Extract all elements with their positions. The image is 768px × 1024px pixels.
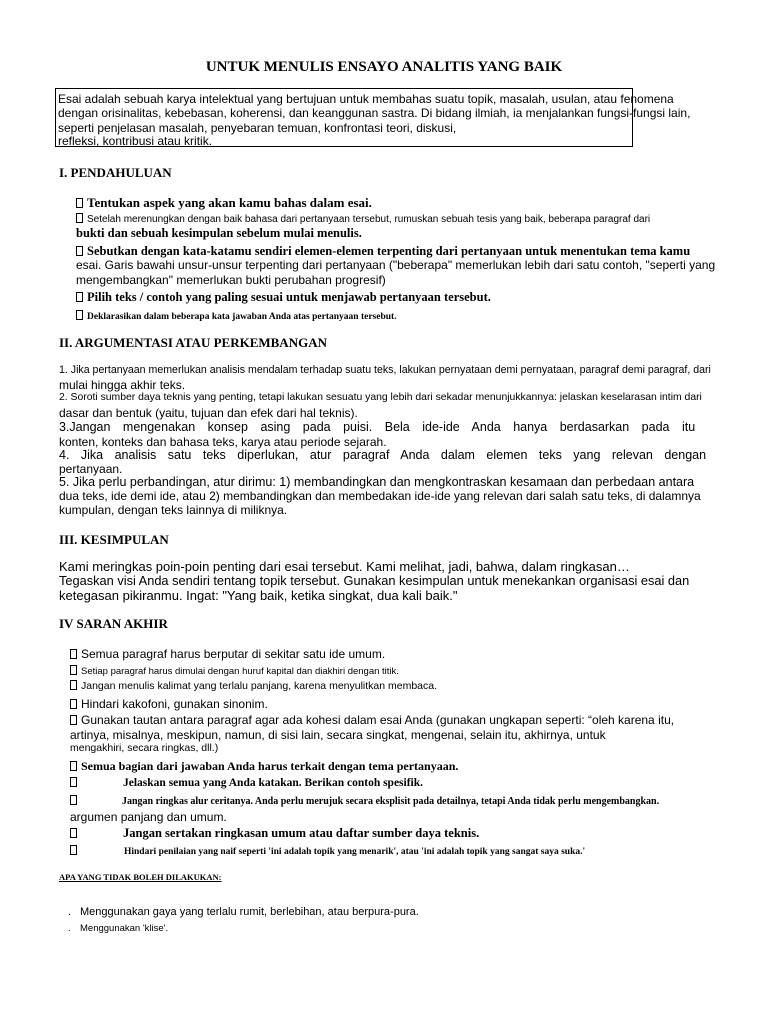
list-item-text: Setiap paragraf harus dimulai dengan huruf kapital dan diakhiri dengan titik.	[81, 666, 399, 677]
bullet-dot-icon: .	[68, 906, 72, 918]
intro-line: seperti penjelasan masalah, penyebaran temuan, konfrontasi teori, diskusi,	[58, 121, 457, 135]
dont-item	[68, 906, 419, 918]
checkbox-glyph-icon	[70, 665, 77, 675]
checkbox-glyph-icon	[70, 777, 77, 787]
section-heading-pendahuluan: I. PENDAHULUAN	[59, 165, 172, 180]
list-item-text: Jangan menulis kalimat yang terlalu panjang, karena menyulitkan membaca.	[81, 680, 438, 692]
list-item-text: Setelah merenungkan dengan baik bahasa dari pertanyaan tersebut, rumuskan sebuah tesis yang baik, beberapa paragraf dari	[87, 214, 651, 225]
list-item	[76, 290, 491, 305]
list-item-cont: bukti dan sebuah kesimpulan sebelum mulai menulis.	[76, 226, 362, 240]
paragraph: Tegaskan visi Anda sendiri tentang topik tersebut. Gunakan kesimpulan untuk menekankan organisasi esai dan	[59, 573, 690, 588]
paragraph-cont: ketegasan pikiranmu. Ingat: "Yang baik, ketika singkat, dua kali baik."	[59, 588, 458, 603]
section-heading-larangan: APA YANG TIDAK BOLEH DILAKUKAN:	[59, 872, 222, 882]
list-item	[76, 195, 372, 211]
section-heading-saran-akhir: IV SARAN AKHIR	[59, 616, 168, 631]
list-item	[76, 310, 397, 322]
list-item	[70, 826, 479, 841]
numbered-item: 1. Jika pertanyaan memerlukan analisis mendalam terhadap suatu teks, lakukan pernyataan demi pernyataan, paragraf demi paragraf, dari	[59, 364, 711, 376]
list-item-text: Semua bagian dari jawaban Anda harus terkait dengan tema pertanyaan.	[81, 759, 459, 773]
numbered-item-cont: dasar dan bentuk (yaitu, tujuan dan efek dari hal teknis).	[59, 406, 358, 420]
list-item-text: Jangan ringkas alur ceritanya. Anda perlu merujuk secara eksplisit pada detailnya, tetapi Anda tidak perlu mengembangkan.	[122, 796, 660, 807]
dont-item	[68, 923, 168, 934]
list-item-cont: artinya, misalnya, meskipun, namun, di sisi lain, secara singkat, mengenai, selain itu, akhirnya, untuk	[70, 728, 606, 742]
checkbox-glyph-icon	[70, 649, 77, 659]
list-item-text: Hindari penilaian yang naif seperti 'ini adalah topik yang menarik', atau 'ini adalah topik yang sangat saya suka.'	[124, 847, 586, 857]
list-item-cont: mengembangkan" memerlukan bukti perubahan progresif)	[76, 273, 386, 287]
section-heading-argumentasi: II. ARGUMENTASI ATAU PERKEMBANGAN	[59, 335, 327, 350]
checkbox-glyph-icon	[70, 761, 77, 771]
list-item	[70, 680, 437, 692]
list-item-text: Jangan sertakan ringkasan umum atau daftar sumber daya teknis.	[123, 826, 480, 840]
list-item-cont: mengakhiri, secara ringkas, dll.)	[70, 742, 219, 754]
checkbox-glyph-icon	[76, 292, 83, 302]
section-heading-kesimpulan: III. KESIMPULAN	[59, 532, 169, 547]
numbered-item-cont: kumpulan, dengan teks lainnya di miliknya.	[59, 503, 288, 517]
list-item-text: Pilih teks / contoh yang paling sesuai untuk menjawab pertanyaan tersebut.	[87, 290, 491, 304]
numbered-item: 5. Jika perlu perbandingan, atur dirimu: 1) membandingkan dan mengkontraskan kesamaan dan perbedaan antara	[59, 475, 695, 489]
numbered-item: 4. Jika analisis satu teks diperlukan, atur paragraf Anda dalam elemen teks yang relevan dengan	[59, 448, 707, 462]
list-item-text: Jelaskan semua yang Anda katakan. Berikan contoh spesifik.	[123, 777, 424, 789]
numbered-item-cont: dua teks, ide demi ide, atau 2) membandingkan dan membedakan ide-ide yang relevan dari salah satu teks, di dalamnya	[59, 489, 701, 503]
checkbox-glyph-icon	[76, 213, 83, 223]
list-item	[70, 777, 423, 789]
dont-item-text: Menggunakan gaya yang terlalu rumit, berlebihan, atau berpura-pura.	[80, 906, 419, 918]
intro-line: dengan orisinalitas, kebebasan, koherensi, dan keanggunan sastra. Di bidang ilmiah, ia menjalankan fungsi-fungsi lain,	[58, 106, 691, 120]
numbered-item-cont: mulai hingga akhir teks.	[59, 378, 186, 392]
list-item-cont: esai. Garis bawahi unsur-unsur terpenting dari pertanyaan ("beberapa" memerlukan lebih dari satu contoh, "seperti yang	[76, 258, 716, 272]
checkbox-glyph-icon	[70, 795, 77, 805]
checkbox-glyph-icon	[76, 246, 83, 256]
dont-item-text: Menggunakan 'klise'.	[80, 923, 169, 934]
list-item-text: Semua paragraf harus berputar di sekitar satu ide umum.	[81, 647, 386, 661]
intro-line: Esai adalah sebuah karya intelektual yang bertujuan untuk membahas suatu topik, masalah, usulan, atau fenomena	[58, 92, 674, 106]
checkbox-glyph-icon	[70, 699, 77, 709]
list-item	[70, 697, 268, 711]
list-item	[76, 244, 690, 259]
checkbox-glyph-icon	[76, 310, 83, 320]
list-item	[76, 213, 650, 225]
list-item-text: Hindari kakofoni, gunakan sinonim.	[81, 697, 268, 711]
list-item	[70, 759, 458, 774]
list-item	[70, 665, 399, 677]
paragraph: Kami meringkas poin-poin penting dari esai tersebut. Kami melihat, jadi, bahwa, dalam ringkasan…	[59, 559, 630, 574]
checkbox-glyph-icon	[70, 828, 77, 838]
list-item-text: Tentukan aspek yang akan kamu bahas dalam esai.	[87, 195, 372, 210]
checkbox-glyph-icon	[70, 680, 77, 690]
bullet-dot-icon: .	[68, 923, 71, 934]
numbered-item-cont: pertanyaan.	[59, 462, 123, 476]
list-item	[70, 647, 385, 661]
numbered-item: 3.Jangan mengenakan konsep asing pada puisi. Bela ide-ide Anda hanya berdasarkan pada itu	[59, 420, 696, 434]
numbered-item: 2. Soroti sumber daya teknis yang penting, tetapi lakukan sesuatu yang lebih dari sekadar menunjukkannya: jelaskan keselarasan intim dari	[59, 392, 702, 403]
numbered-item-cont: konten, konteks dan bahasa teks, karya atau periode sejarah.	[59, 435, 387, 449]
intro-line: refleksi, kontribusi atau kritik.	[58, 134, 213, 148]
list-item-text: Sebutkan dengan kata-katamu sendiri elemen-elemen terpenting dari pertanyaan untuk menentukan tema kamu	[87, 244, 691, 258]
checkbox-glyph-icon	[70, 715, 77, 725]
list-item	[70, 713, 674, 727]
list-item-text: Gunakan tautan antara paragraf agar ada kohesi dalam esai Anda (gunakan ungkapan seperti: “oleh karena itu,	[81, 713, 675, 727]
list-item	[70, 795, 659, 807]
page-title: UNTUK MENULIS ENSAYO ANALITIS YANG BAIK	[205, 59, 563, 75]
list-item-text: Deklarasikan dalam beberapa kata jawaban Anda atas pertanyaan tersebut.	[87, 312, 397, 322]
checkbox-glyph-icon	[70, 845, 77, 855]
list-item-cont: argumen panjang dan umum.	[70, 810, 227, 824]
checkbox-glyph-icon	[76, 198, 83, 208]
list-item	[70, 845, 585, 857]
